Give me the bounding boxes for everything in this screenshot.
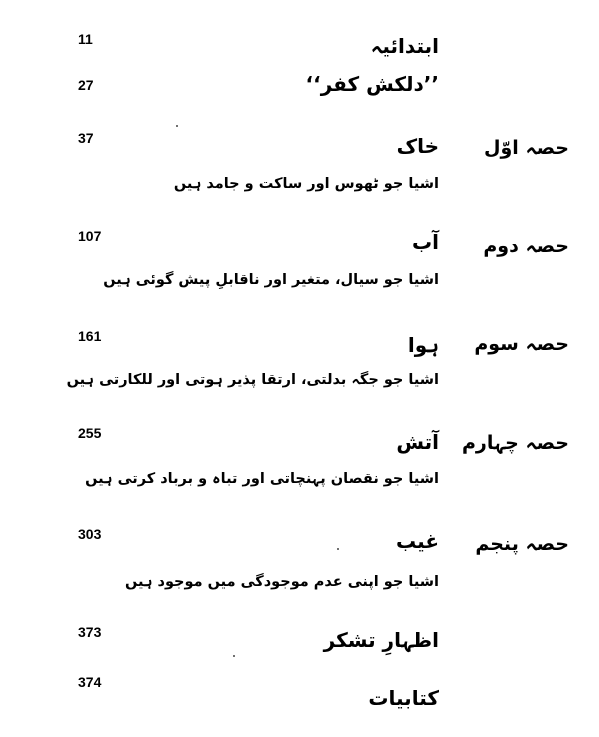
chapter-description: اشیا جو سیال، متغیر اور ناقابلِ پیش گوئی ہیں	[103, 272, 439, 288]
page-number: 37	[78, 130, 94, 146]
page-number: 255	[78, 425, 102, 441]
chapter-heading: کتابیات	[368, 686, 439, 710]
chapter-heading: خاک	[396, 134, 439, 158]
page-number: 107	[78, 228, 102, 244]
section-label: حصہ پنجم	[475, 533, 569, 555]
scan-speck	[337, 548, 339, 550]
section-label: حصہ سوم	[474, 333, 569, 355]
section-label: حصہ دوم	[483, 235, 569, 257]
chapter-heading: غیب	[396, 529, 439, 553]
scan-speck	[233, 655, 235, 657]
chapter-heading: ہوا	[407, 333, 439, 357]
page-number: 374	[78, 674, 102, 690]
page-number: 27	[78, 77, 94, 93]
chapter-heading: اظہارِ تشکر	[323, 628, 439, 652]
page-number: 11	[78, 31, 93, 47]
chapter-heading: آتش	[396, 430, 439, 454]
chapter-heading: آب	[412, 230, 439, 254]
section-label: حصہ چہارم	[462, 432, 569, 454]
chapter-description: اشیا جو نقصان پہنچاتی اور تباہ و برباد کرتی ہیں	[85, 471, 439, 487]
chapter-description: اشیا جو جگہ بدلتی، ارتقا پذیر ہوتی اور للکارتی ہیں	[66, 372, 439, 388]
chapter-heading: ’’دلکش کفر‘‘	[305, 72, 439, 96]
page-number: 303	[78, 526, 102, 542]
scan-speck	[176, 125, 178, 127]
chapter-heading: ابتدائیہ	[370, 34, 439, 58]
chapter-description: اشیا جو ٹھوس اور ساکت و جامد ہیں	[173, 176, 439, 192]
page-number: 373	[78, 624, 102, 640]
section-label: حصہ اوّل	[484, 137, 569, 159]
page-number: 161	[78, 328, 102, 344]
chapter-description: اشیا جو اپنی عدم موجودگی میں موجود ہیں	[125, 574, 439, 590]
